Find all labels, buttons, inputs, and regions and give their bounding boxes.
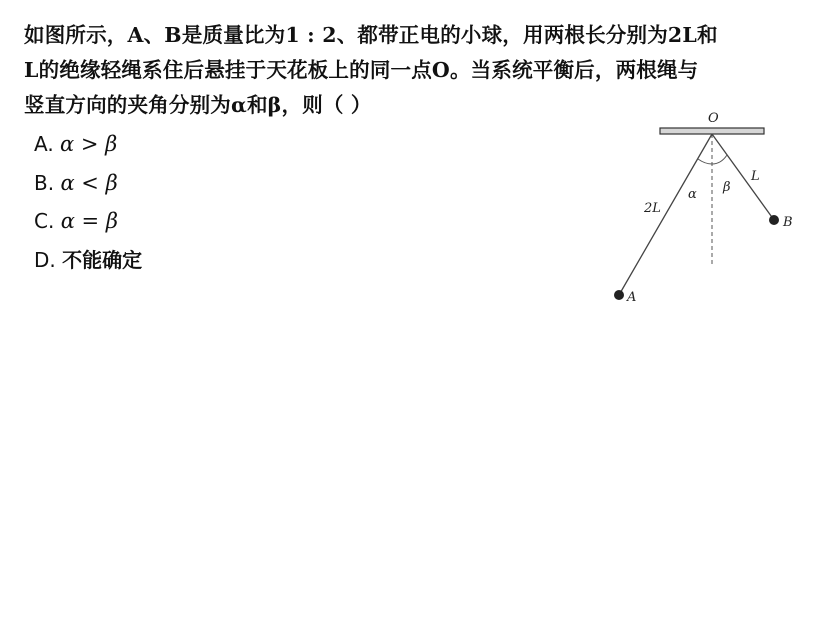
label-2l: 2L (644, 201, 661, 216)
option-c-text: α = β (60, 209, 118, 233)
label-l: L (751, 169, 760, 184)
label-o: O (708, 111, 719, 126)
answer-options (34, 125, 142, 279)
option-a[interactable] (34, 125, 142, 164)
rope-b (712, 134, 774, 220)
option-c[interactable] (34, 202, 142, 241)
pendulum-diagram (600, 104, 800, 314)
label-alpha: α (688, 187, 697, 202)
option-c-letter: C. (34, 209, 55, 233)
option-d-letter: D. (34, 247, 56, 272)
option-a-letter: A. (34, 132, 54, 156)
ball-a (614, 290, 624, 300)
ball-b (769, 215, 779, 225)
angle-beta-arc (712, 155, 727, 164)
option-b-text: α < β (60, 170, 118, 195)
label-beta: β (723, 180, 731, 195)
rope-a (619, 134, 712, 295)
question-line-2: L的绝缘轻绳系住后悬挂于天花板上的同一点O。当系统平衡后，两根绳与 (24, 58, 699, 82)
option-a-text: α > β (60, 132, 118, 156)
question-line-1: 如图所示，A、B是质量比为1 : 2、都带正电的小球，用两根长分别为2L和 (24, 23, 718, 47)
label-a: A (627, 290, 637, 305)
option-b-letter: B. (34, 170, 55, 195)
question-line-3: 竖直方向的夹角分别为α和β，则（ ） (24, 93, 372, 117)
option-b[interactable] (34, 164, 142, 203)
option-d-text: 不能确定 (62, 247, 143, 272)
angle-alpha-arc (698, 159, 712, 164)
label-b: B (783, 215, 793, 230)
ceiling-plate (660, 128, 764, 134)
option-d[interactable] (34, 241, 142, 280)
pendulum-figure (600, 104, 800, 314)
